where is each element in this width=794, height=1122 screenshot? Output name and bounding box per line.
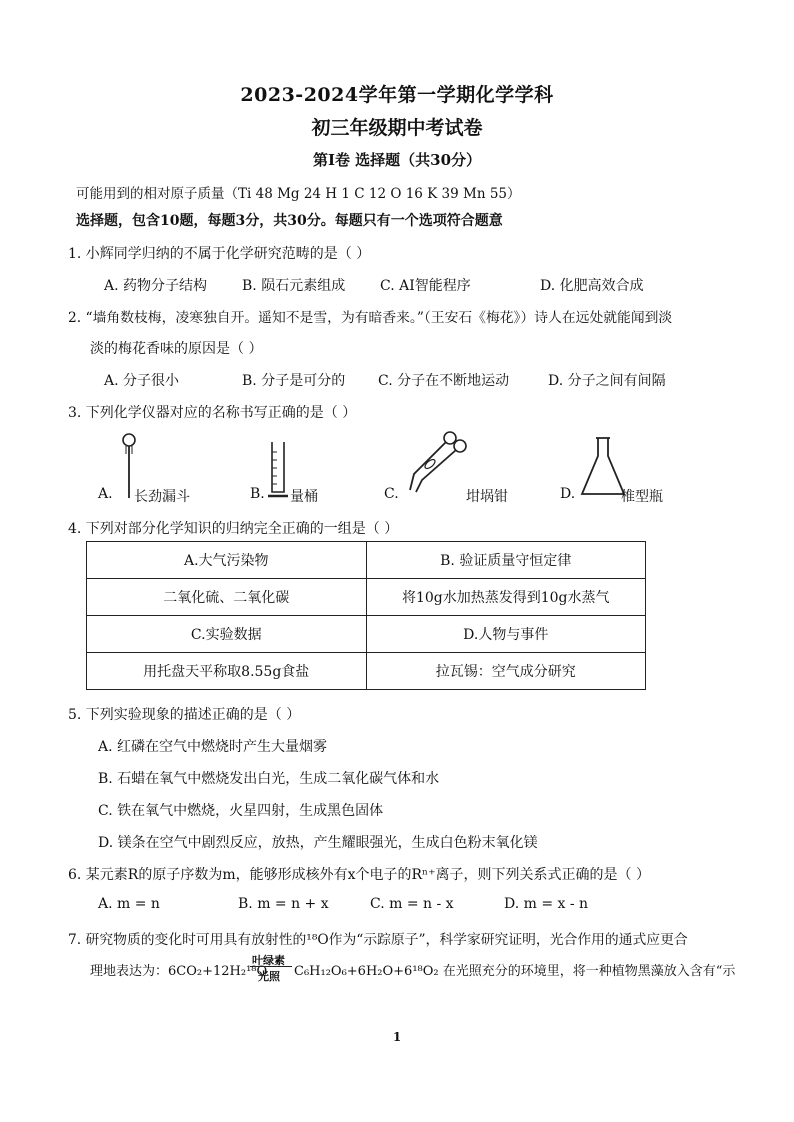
q7-stem-line1: 7. 研究物质的变化时可用具有放射性的¹⁸O作为“示踪原子”，科学家研究证明，光合作用的通式应更合 <box>68 932 688 948</box>
q2-option-b: B. 分子是可分的 <box>242 373 346 389</box>
table-cell: 拉瓦锡：空气成分研究 <box>366 653 646 690</box>
reaction-arrow <box>250 966 292 967</box>
q1-option-b: B. 陨石元素组成 <box>242 278 346 294</box>
q2-option-c: C. 分子在不断地运动 <box>378 373 510 389</box>
table-row <box>87 579 646 616</box>
q5-option-d: D. 镁条在空气中剧烈反应，放热，产生耀眼强光，生成白色粉末氧化镁 <box>98 835 538 851</box>
instructions: 选择题，包含10题，每题3分，共30分。每题只有一个选项符合题意 <box>76 213 503 229</box>
q1-option-c: C. AI智能程序 <box>380 278 471 294</box>
graduated-cylinder-icon <box>266 440 290 500</box>
table-row <box>87 542 646 579</box>
q5-option-b: B. 石蜡在氧气中燃烧发出白光，生成二氧化碳气体和水 <box>98 771 440 787</box>
table-cell: 将10g水加热蒸发得到10g水蒸气 <box>366 579 646 616</box>
exam-title: 2023-2024学年第一学期化学学科 <box>240 84 554 106</box>
table-cell: C.实验数据 <box>87 616 367 653</box>
q6-option-d: D. m = x - n <box>504 896 589 912</box>
q5-stem: 5. 下列实验现象的描述正确的是（ ） <box>68 707 301 723</box>
q3-option-b-letter: B. <box>250 486 265 502</box>
q4-stem: 4. 下列对部分化学知识的归纳完全正确的一组是（ ） <box>68 521 399 537</box>
q2-option-a: A. 分子很小 <box>104 373 180 389</box>
q7-stem-line2-post: C₆H₁₂O₆+6H₂O+6¹⁸O₂ 在光照充分的环境里，将一种植物黑藻放入含有“示 <box>294 964 736 979</box>
section-heading: 第Ⅰ卷 选择题（共30分） <box>312 151 482 169</box>
q3-stem: 3. 下列化学仪器对应的名称书写正确的是（ ） <box>68 405 357 421</box>
page-number: 1 <box>392 1030 402 1044</box>
q5-option-a: A. 红磷在空气中燃烧时产生大量烟雾 <box>98 739 328 755</box>
table-cell: 用托盘天平称取8.55g食盐 <box>87 653 367 690</box>
q3-option-a-letter: A. <box>98 486 113 502</box>
q1-option-a: A. 药物分子结构 <box>104 278 208 294</box>
q4-table <box>86 541 646 690</box>
table-row <box>87 616 646 653</box>
q7-stem-line2-pre: 理地表达为：6CO₂+12H₂¹⁸O <box>90 964 268 979</box>
table-cell: A.大气污染物 <box>87 542 367 579</box>
q2-option-d: D. 分子之间有间隔 <box>548 373 666 389</box>
q3-option-c-letter: C. <box>384 486 399 502</box>
crucible-tongs-icon <box>400 428 470 496</box>
q6-option-c: C. m = n - x <box>370 896 454 912</box>
q3-option-b-name: 量桶 <box>290 489 318 505</box>
table-cell: B. 验证质量守恒定律 <box>366 542 646 579</box>
q1-option-d: D. 化肥高效合成 <box>540 278 644 294</box>
q6-stem: 6. 某元素R的原子序数为m，能够形成核外有x个电子的Rⁿ⁺离子，则下列关系式正确的是（ ） <box>68 867 650 883</box>
q3-option-d-name: 椎型瓶 <box>621 489 663 505</box>
table-cell: D.人物与事件 <box>366 616 646 653</box>
exam-subtitle: 初三年级期中考试卷 <box>311 117 483 139</box>
q7-condition-bottom: 光照 <box>258 970 280 983</box>
table-cell: 二氧化硫、二氧化碳 <box>87 579 367 616</box>
q6-option-a: A. m = n <box>98 896 160 912</box>
q6-option-b: B. m = n + x <box>238 896 329 912</box>
q7-condition-top: 叶绿素 <box>252 954 285 967</box>
q5-option-c: C. 铁在氧气中燃烧，火星四射，生成黑色固体 <box>98 803 384 819</box>
atomic-masses: 可能用到的相对原子质量（Ti 48 Mg 24 H 1 C 12 O 16 K 39 Mn 55） <box>76 186 521 202</box>
table-row <box>87 653 646 690</box>
q2-stem-line1: 2. “墙角数枝梅，凌寒独自开。遥知不是雪，为有暗香来。”（王安石《梅花》）诗人在远处就能闻到淡 <box>68 310 673 326</box>
q1-stem: 1. 小辉同学归纳的不属于化学研究范畴的是（ ） <box>68 246 371 262</box>
q2-stem-line2: 淡的梅花香味的原因是（ ） <box>90 341 263 357</box>
q3-option-d-letter: D. <box>560 486 576 502</box>
q3-option-c-name: 坩埚钳 <box>466 489 508 505</box>
q3-option-a-name: 长劲漏斗 <box>134 489 190 505</box>
